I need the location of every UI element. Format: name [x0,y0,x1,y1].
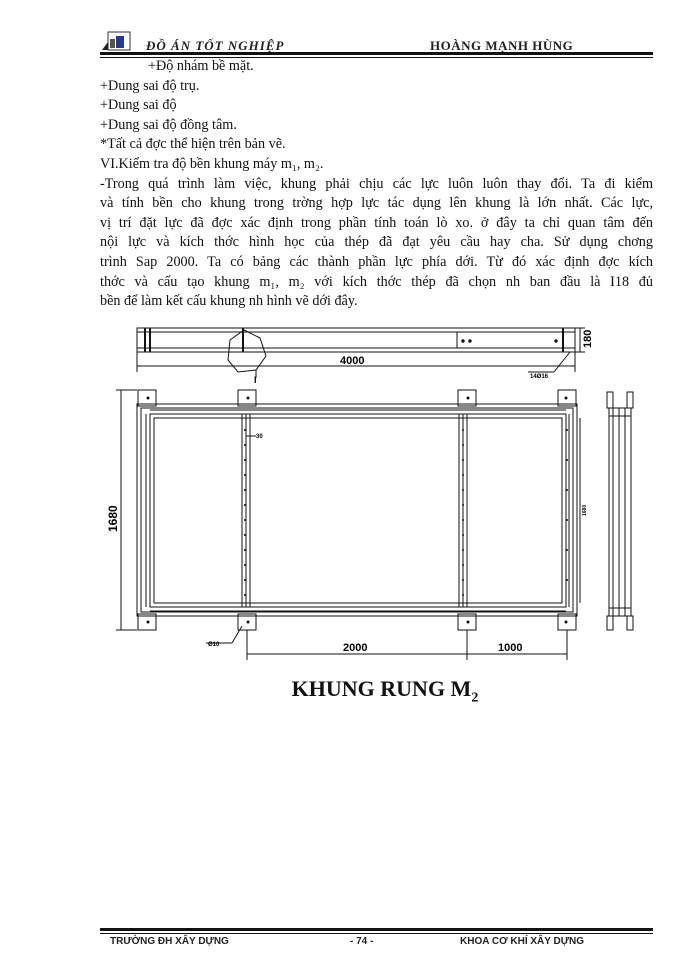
text-line: và tính bền cho khung trong trờng hợp lực tác dụng lên khung là lớn nhất. Các lực, [100,195,653,212]
plan-view [116,390,580,660]
dim-length-label: 4000 [340,355,365,367]
text-line: +Dung sai độ [100,97,177,114]
caption-text: KHUNG RUNG M [291,676,472,701]
caption-subscript: 2 [471,690,479,706]
section-mark-label: I [254,375,257,385]
text-line: +Dung sai độ đồng tâm. [100,116,237,133]
text-line: +Dung sai độ trụ. [100,77,200,94]
dim-span-b-label: 1000 [498,642,523,654]
footer-school: TRƯỜNG ĐH XÂY DỰNG [110,936,229,947]
footer-faculty: KHOA CƠ KHÍ XÂY DỰNG [460,936,585,947]
header-title: ĐỒ ÁN TỐT NGHIỆP [146,38,285,53]
text-line: +Độ nhám bề mặt. [148,58,254,74]
text-line: bền để làm kết cấu khung nh hình vẽ dới đây. [100,293,358,310]
dim-height-label: 180 [582,329,594,348]
text-line: vị trí đặt lực đã đợc xác định trong phần tính toán lò xo. ở đây ta chỉ quan tâm đến [100,214,653,231]
text-line: thớc và cấu tạo khung m₁, m₂ với kích thớc thép đã chọn nh ban đầu là I18 đủ [100,273,653,290]
page-number: - 74 - [350,936,374,947]
side-view [607,392,633,630]
figure-caption [0,676,700,706]
inner-dim-label: 1680 [582,504,588,516]
header-author: HOÀNG MẠNH HÙNG [430,38,574,53]
text-line: -Trong quá trình làm việc, khung phải chịu các lực luôn luôn thay đổi. Ta đi kiểm [100,175,653,192]
text-line: *Tất cả đợc thể hiện trên bản vẽ. [100,136,286,153]
footer-rule [100,928,653,931]
bolt-leader-label: 14Ø16 [530,374,549,380]
tick-dots [147,397,569,624]
hole-leader-label: Ø10 [208,642,220,648]
section-heading: VI.Kiểm tra độ bền khung máy m₁, m₂. [100,155,324,172]
text-line: nội lực và kích thớc hình học của thép đã đạt yêu cầu hay cha. Sử dụng chơng [100,234,653,251]
footer-rule-thin [100,933,653,934]
small-dim-label: 30 [256,434,263,440]
text-line: trình Sap 2000. Ta có bảng các thành phần lực phía dới. Từ đó xác định đợc kích [100,253,653,270]
dim-span-a-label: 2000 [343,642,368,654]
top-view [137,328,585,378]
dim-width-label: 1680 [106,505,120,532]
